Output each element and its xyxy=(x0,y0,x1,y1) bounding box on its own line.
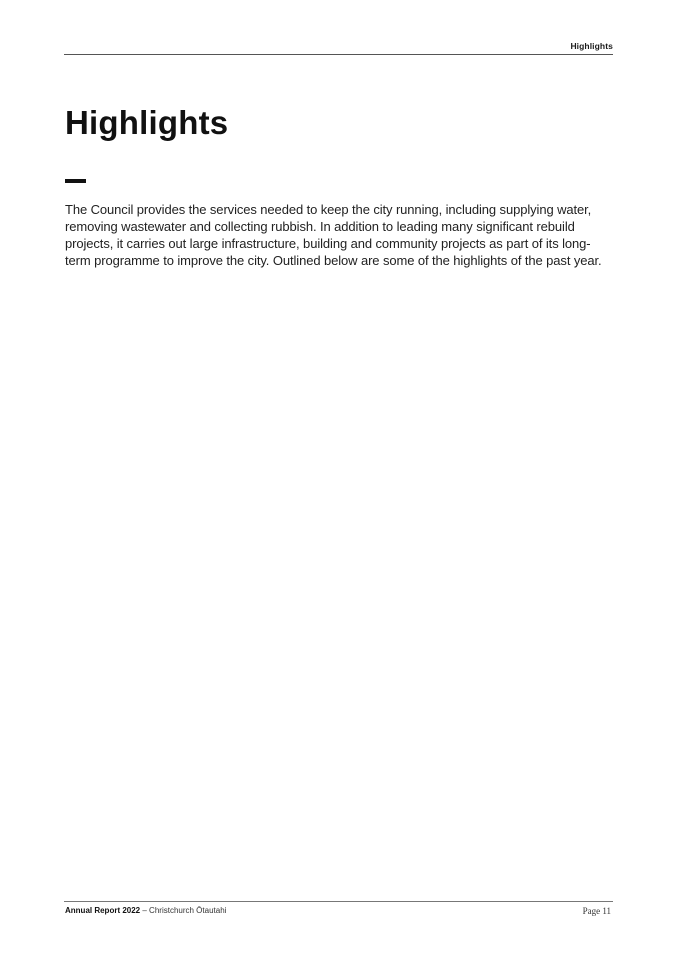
running-footer xyxy=(64,901,613,920)
title-accent-rule xyxy=(65,179,86,183)
footer-report-title: Annual Report 2022 xyxy=(65,906,141,915)
footer-report-info xyxy=(65,906,226,915)
footer-city: Christchurch Ōtautahi xyxy=(149,906,227,915)
page-number: Page 11 xyxy=(582,906,611,916)
running-header xyxy=(64,38,613,55)
header-section-label: Highlights xyxy=(570,41,613,51)
page-title: Highlights xyxy=(65,104,229,141)
intro-paragraph: The Council provides the services needed to keep the city running, including supplying water, removing wastewater and collecting rubbish. In addition to leading many significant rebuild projects, it carries out large infrastructure, building and community projects as part of its long-term programme to improve the city. Outlined below are some of the highlights of the past year. xyxy=(65,202,602,268)
footer-separator: – xyxy=(140,906,150,915)
